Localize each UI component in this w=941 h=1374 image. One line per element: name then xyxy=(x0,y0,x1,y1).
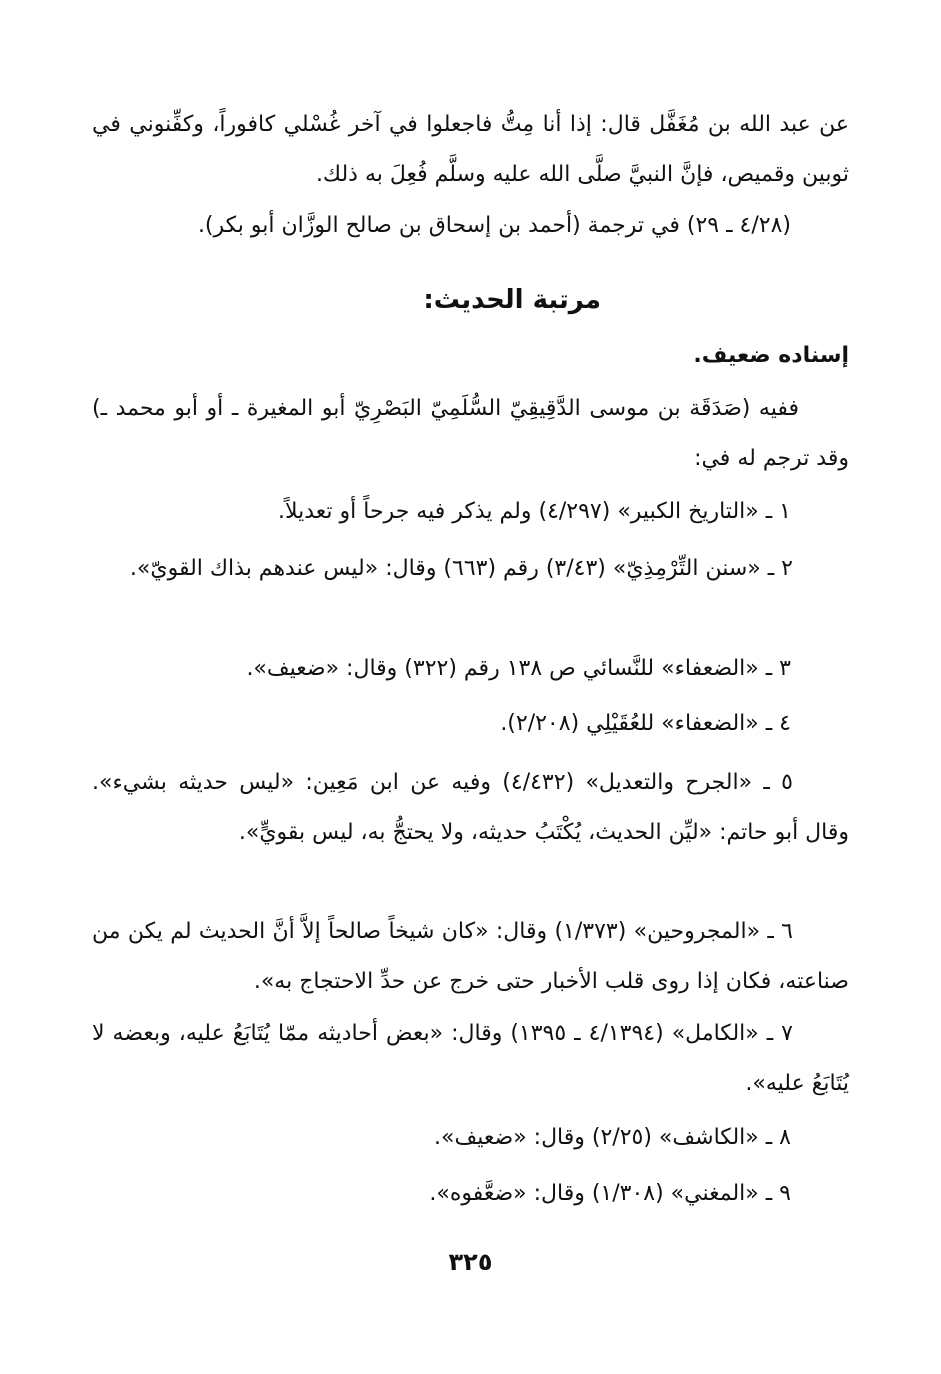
page-number: ٣٢٥ xyxy=(448,1248,493,1276)
paragraph-narrator: ففيه (صَدَقَة بن موسى الدَّقِيقِيّ السُّلَمِيّ البَصْرِيّ أبو المغيرة ـ أو أبو محمد ـ) وقد ترجم له في: xyxy=(92,396,849,471)
paragraph-source-reference: (٤/٢٨ ـ ٢٩) في ترجمة (أحمد بن إسحاق بن صالح الوزَّان أبو بكر). xyxy=(197,213,791,238)
list-item-5: ٥ ـ «الجرح والتعديل» (٤/٤٣٢) وفيه عن ابن مَعِين: «ليس حديثه بشيء». وقال أبو حاتم: «ليِّن الحديث، يُكْتَبُ حديثه، ولا يحتجُّ به، ليس بقويٍّ». xyxy=(92,770,849,845)
list-item-6: ٦ ـ «المجروحين» (١/٣٧٣) وقال: «كان شيخاً صالحاً إلاَّ أنَّ الحديث لم يكن من صناعته، فكان إذا روى قلب الأخبار حتى خرج عن حدِّ الاحتجاج به». xyxy=(92,919,849,994)
list-item-1: ١ ـ «التاريخ الكبير» (٤/٢٩٧) ولم يذكر فيه جرحاً أو تعديلاً. xyxy=(278,499,791,524)
list-item-4: ٤ ـ «الضعفاء» للعُقَيْلِي (٢/٢٠٨). xyxy=(500,711,791,736)
list-item-9: ٩ ـ «المغني» (١/٣٠٨) وقال: «ضعَّفوه». xyxy=(429,1181,791,1206)
list-item-8: ٨ ـ «الكاشف» (٢/٢٥) وقال: «ضعيف». xyxy=(434,1125,791,1150)
paragraph-hadith-text: عن عبد الله بن مُغَفَّل قال: إذا أنا مِتُّ فاجعلوا في آخر غُسْلي كافوراً، وكفِّنوني في ثوبين وقميص، فإنَّ النبيَّ صلَّى الله عليه وسلَّم فُعِلَ به ذلك. xyxy=(92,112,849,187)
section-heading: مرتبة الحديث: xyxy=(423,285,601,315)
list-item-7: ٧ ـ «الكامل» (٤/١٣٩٤ ـ ١٣٩٥) وقال: «بعض أحاديثه ممّا يُتَابَعُ عليه، وبعضه لا يُتَابَعُ عليه». xyxy=(92,1021,849,1096)
list-item-3: ٣ ـ «الضعفاء» للنَّسائي ص ١٣٨ رقم (٣٢٢) وقال: «ضعيف». xyxy=(246,656,791,681)
list-item-2: ٢ ـ «سنن التِّرْمِذِيّ» (٣/٤٣) رقم (٦٦٣) وقال: «ليس عندهم بذاك القويّ». xyxy=(129,556,793,581)
paragraph-isnad-grade: إسناده ضعيف. xyxy=(693,343,849,368)
